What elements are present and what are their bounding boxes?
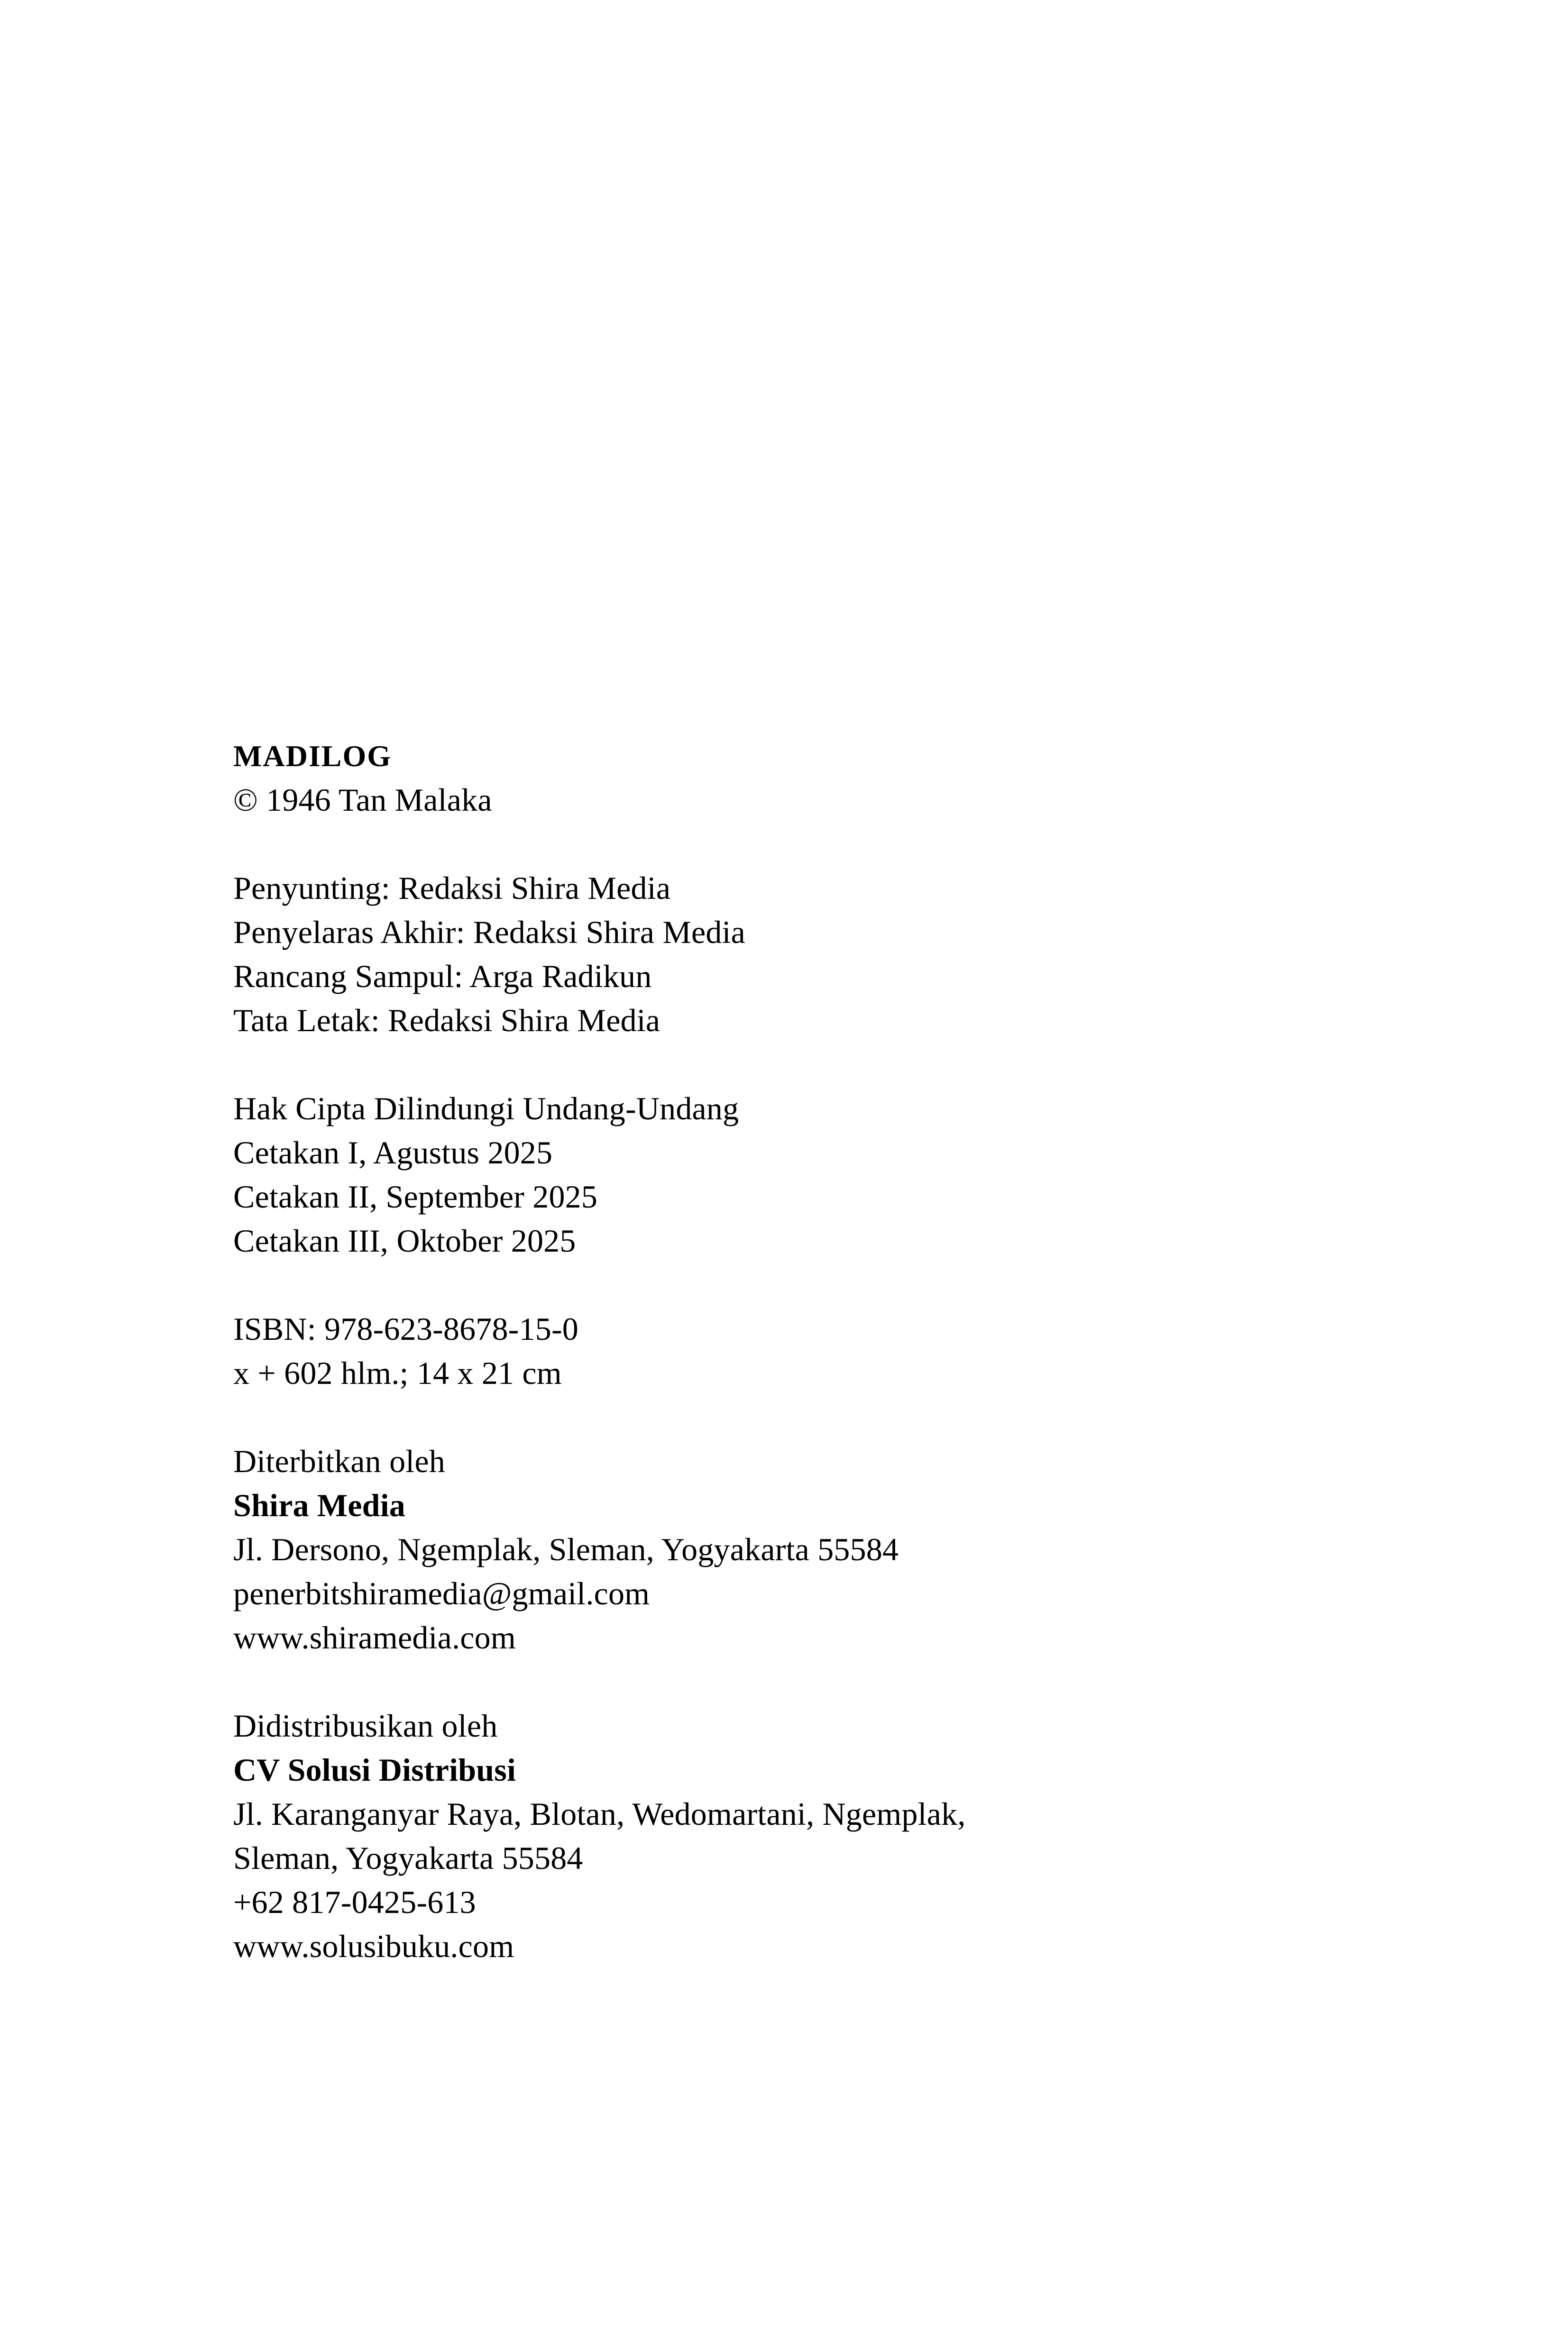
publisher-name: Shira Media	[233, 1487, 405, 1523]
publisher-email: penerbitshiramedia@gmail.com	[233, 1575, 650, 1611]
rights-printings-block	[233, 1087, 1371, 1263]
publisher-address: Jl. Dersono, Ngemplak, Sleman, Yogyakarta 55584	[233, 1531, 899, 1567]
copyright-notice: Hak Cipta Dilindungi Undang-Undang	[233, 1090, 739, 1126]
printing-2: Cetakan II, September 2025	[233, 1179, 598, 1215]
colophon-text-block	[233, 734, 1371, 1968]
title-block	[233, 734, 1371, 822]
book-title: MADILOG	[233, 739, 392, 773]
isbn-block	[233, 1307, 1371, 1395]
credit-cover-designer: Rancang Sampul: Arga Radikun	[233, 958, 652, 994]
distributor-website: www.solusibuku.com	[233, 1928, 514, 1964]
publisher-intro: Diterbitkan oleh	[233, 1443, 445, 1479]
credit-finalizer: Penyelaras Akhir: Redaksi Shira Media	[233, 914, 746, 950]
distributor-address-line2: Sleman, Yogyakarta 55584	[233, 1840, 583, 1876]
distributor-name: CV Solusi Distribusi	[233, 1752, 516, 1788]
distributor-phone: +62 817-0425-613	[233, 1884, 476, 1920]
publisher-block	[233, 1439, 1371, 1660]
credit-editor: Penyunting: Redaksi Shira Media	[233, 870, 671, 906]
copyright-line: © 1946 Tan Malaka	[233, 782, 492, 818]
page-count-dimensions: x + 602 hlm.; 14 x 21 cm	[233, 1355, 562, 1391]
printing-3: Cetakan III, Oktober 2025	[233, 1223, 576, 1259]
isbn-number: ISBN: 978-623-8678-15-0	[233, 1311, 578, 1347]
credits-block	[233, 866, 1371, 1043]
distributor-block	[233, 1704, 1371, 1968]
publisher-website: www.shiramedia.com	[233, 1620, 516, 1656]
credit-layout: Tata Letak: Redaksi Shira Media	[233, 1002, 660, 1038]
distributor-intro: Didistribusikan oleh	[233, 1708, 498, 1744]
distributor-address-line1: Jl. Karanganyar Raya, Blotan, Wedomartani, Ngemplak,	[233, 1796, 966, 1832]
printing-1: Cetakan I, Agustus 2025	[233, 1135, 553, 1171]
